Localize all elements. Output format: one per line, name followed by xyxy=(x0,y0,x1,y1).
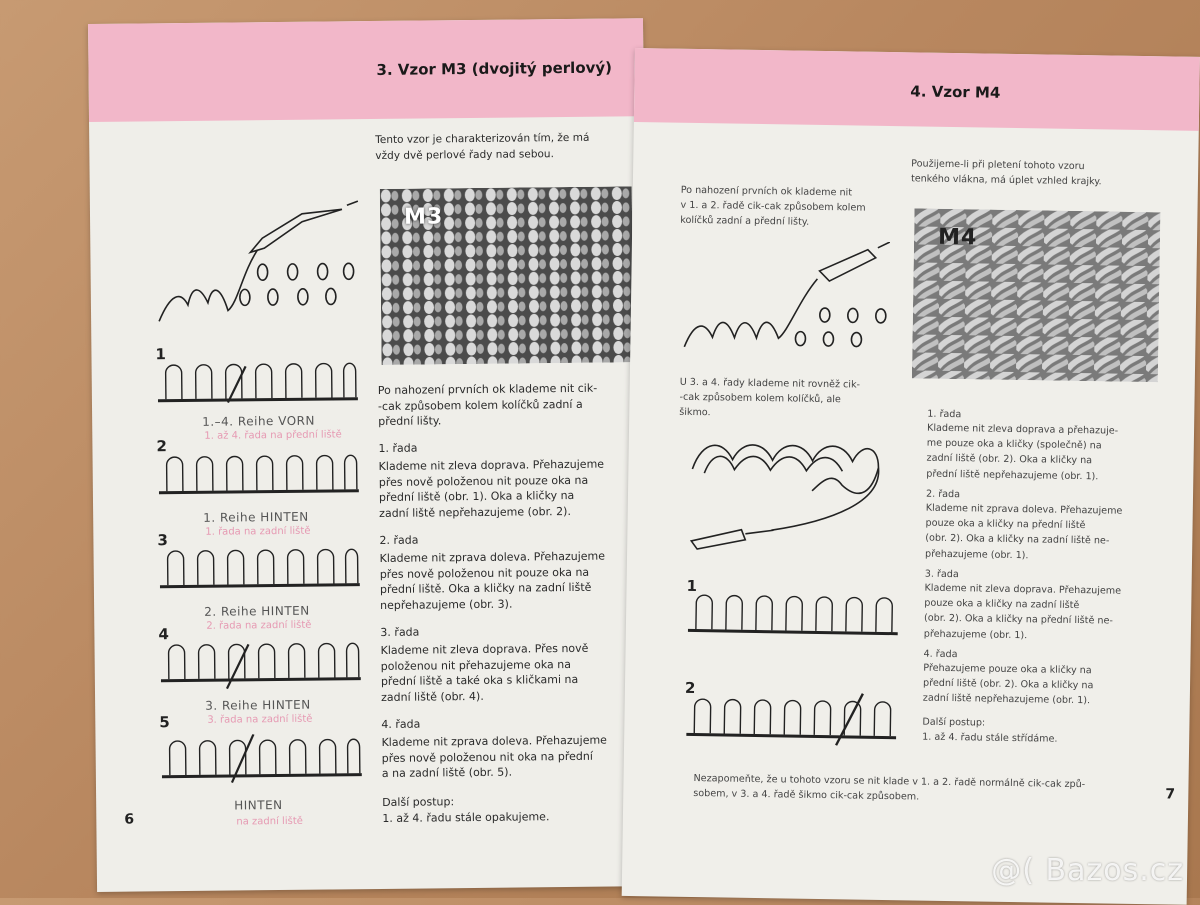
bazos-watermark: @( Bazos.cz xyxy=(991,853,1184,888)
row-2-text: Klademe nit zprava doleva. Přehazujeme přes nově položenou nit pouze oka na přední liště. Oka a kličky na zadní liště nepřehazujeme (obr. 3). xyxy=(379,549,606,612)
diagram-3-subcaption: 2. řada na zadní liště xyxy=(206,619,312,632)
row-4-heading: 4. řada xyxy=(923,648,958,661)
zigzag-yarn-diagram xyxy=(152,191,363,333)
row-1-text: Klademe nit zleva doprava. Přehazujeme přes nově položenou nit pouze oka na přední liště (obr. 1). Oka a kličky na zadní liště nepřehazujeme (obr. 2). xyxy=(378,457,605,520)
row-2-text: Klademe nit zprava doleva. Přehazujeme pouze oka a kličky na přední liště (obr. 2). Oka a kličky na zadní liště ne- přehazujeme (obr. 1). xyxy=(925,502,1123,561)
diagram-4-rail xyxy=(160,641,361,693)
diagram-1-number: 1 xyxy=(686,576,698,596)
page-number: 6 xyxy=(124,811,135,828)
zigzag-yarn-diagram xyxy=(678,239,890,357)
row-4-text: Klademe nit zprava doleva. Přehazujeme přes nově položenou nit oka na přední a na zadní liště (obr. 5). xyxy=(381,733,607,780)
diagram-5-rail xyxy=(161,733,362,785)
row-4-text: Přehazujeme pouze oka a kličky na přední liště (obr. 2). Oka a kličky na zadní liště nepřehazujeme (obr. 1). xyxy=(922,662,1094,707)
footnote: Nezapomeňte, že u tohoto vzoru se nit klade v 1. a 2. řadě normálně cik-cak způ- sobem, v 3. a 4. řadě šikmo cik-cak způsobem. xyxy=(693,773,1086,803)
row-1-text: Klademe nit zleva doprava a přehazuje- me pouze oka a kličky (společně) na zadní liště (obr. 2). Oka a kličky na přední liště nepřehazujeme (obr. 1). xyxy=(926,422,1119,482)
diagram-5-number: 5 xyxy=(159,713,170,732)
swatch-label: M3 xyxy=(403,204,444,230)
intro-text: Tento vzor je charakterizován tím, že má vždy dvě perlové řady nad sebou. xyxy=(375,131,590,162)
method-text-1: Po nahození prvních ok klademe nit v 1. a 2. řadě cik-cak způsobem kolem kolíčků zadní a přední lišty. xyxy=(680,184,866,229)
row-4-heading: 4. řada xyxy=(381,717,421,731)
diagram-2-rail xyxy=(159,453,359,499)
diagonal-yarn-diagram xyxy=(681,429,893,557)
row-2-heading: 2. řada xyxy=(925,488,961,501)
diagram-4-subcaption: 3. řada na zadní liště xyxy=(207,713,313,726)
method-text: Po nahození prvních ok klademe nit cik- -cak způsobem kolem kolíčků zadní a přední lišty. xyxy=(377,381,598,428)
diagram-3-rail xyxy=(160,547,360,593)
left-page xyxy=(88,18,652,892)
row-1-heading: 1. řada xyxy=(927,408,962,421)
method-text-2: U 3. a 4. řady klademe nit rovněž cik- -cak způsobem kolem kolíčků, ale šikmo. xyxy=(679,376,861,419)
right-page xyxy=(622,48,1200,905)
row-3-heading: 3. řada xyxy=(380,625,420,639)
diagram-2-number: 2 xyxy=(156,437,167,456)
knit-swatch-photo xyxy=(380,186,634,365)
diagram-1-rail xyxy=(688,593,899,640)
row-1-heading: 1. řada xyxy=(378,441,418,455)
diagram-1-rail xyxy=(158,361,358,407)
diagram-5-caption: HINTEN xyxy=(234,798,283,813)
diagram-3-caption: 2. Reihe HINTEN xyxy=(204,603,310,619)
diagram-4-number: 4 xyxy=(158,625,169,644)
pattern-title: 3. Vzor M3 (dvojitý perlový) xyxy=(376,58,613,79)
swatch-label: M4 xyxy=(937,224,978,251)
next-steps: Další postup: 1. až 4. řadu stále střídáme. xyxy=(922,716,1058,745)
row-3-text: Klademe nit zleva doprava. Přes nově položenou nit přehazujeme oka na přední liště a také oka s kličkami na zadní liště (obr. 4). xyxy=(380,641,589,704)
intro-text: Použijeme-li při pletení tohoto vzoru tenkého vlákna, má úplet vzhled krajky. xyxy=(910,158,1102,188)
next-steps: Další postup: 1. až 4. řadu stále opakujeme. xyxy=(382,795,550,825)
row-2-heading: 2. řada xyxy=(379,533,419,547)
row-3-text: Klademe nit zleva doprava. Přehazujeme pouze oka a kličky na zadní liště (obr. 2). Oka a kličky na přední liště ne- přehazujeme (obr. 1). xyxy=(923,582,1122,641)
diagram-2-rail xyxy=(686,689,897,748)
knit-swatch-photo xyxy=(912,208,1161,382)
diagram-1-number: 1 xyxy=(155,345,166,364)
diagram-2-subcaption: 1. řada na zadní liště xyxy=(205,525,311,538)
pattern-title: 4. Vzor M4 xyxy=(910,82,1001,102)
page-number: 7 xyxy=(1165,786,1176,803)
diagram-1-subcaption: 1. až 4. řada na přední liště xyxy=(204,429,342,442)
diagram-1-caption: 1.–4. Reihe VORN xyxy=(202,413,316,429)
diagram-2-caption: 1. Reihe HINTEN xyxy=(203,509,309,525)
row-3-heading: 3. řada xyxy=(924,568,959,581)
diagram-2-number: 2 xyxy=(684,678,696,698)
diagram-3-number: 3 xyxy=(157,531,168,550)
diagram-5-subcaption: na zadní liště xyxy=(236,815,303,828)
diagram-4-caption: 3. Reihe HINTEN xyxy=(205,697,311,713)
